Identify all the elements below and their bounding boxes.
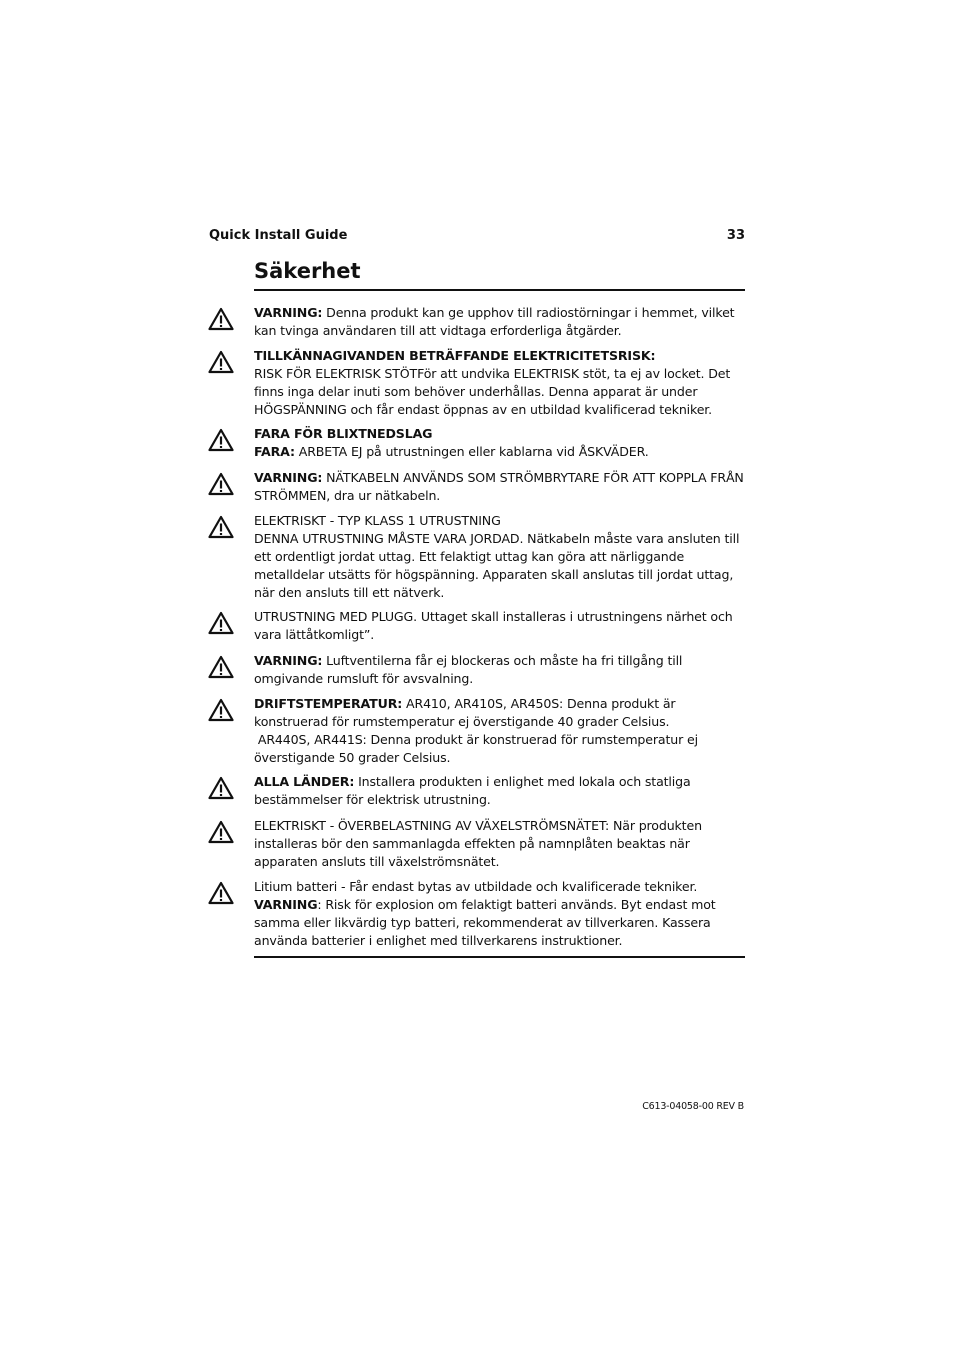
warning-triangle-icon — [208, 515, 234, 539]
warning-triangle-icon — [208, 655, 234, 679]
page-number: 33 — [726, 228, 745, 243]
warning-triangle-icon — [208, 350, 234, 374]
notice-body: AR410, AR410S, AR450S: Denna produkt är konstruerad för rumstemperatur ej överstigande 40 grader Celsius. — [254, 696, 676, 729]
warning-triangle-icon — [208, 307, 234, 331]
notice-body: RISK FÖR ELEKTRISK STÖTFör att undvika ELEKTRISK stöt, ta ej av locket. Det finns inga delar inuti som behöver underhållas. Denna apparat är under HÖGSPÄNNING och får endast öppnas av en utbildad kvalificerad tekniker. — [254, 366, 731, 417]
notice-label: VARNING: — [254, 470, 323, 485]
notice-body: UTRUSTNING MED PLUGG. Uttaget skall installeras i utrustningens närhet och vara lättåtkomligt”. — [254, 609, 733, 642]
warning-triangle-icon — [208, 881, 234, 905]
notice-heading-line: Litium batteri - Får endast bytas av utbildade och kvalificerade tekniker. — [254, 879, 698, 894]
running-header-title: Quick Install Guide — [209, 228, 348, 243]
notice-label: DRIFTSTEMPERATUR: — [254, 696, 403, 711]
section-title: Säkerhet — [254, 259, 361, 283]
notice-label: VARNING: — [254, 305, 323, 320]
notice-body: NÄTKABELN ANVÄNDS SOM STRÖMBRYTARE FÖR ATT KOPPLA FRÅN STRÖMMEN, dra ur nätkabeln. — [254, 470, 744, 503]
bottom-rule — [254, 956, 745, 958]
notice-label: ALLA LÄNDER: — [254, 774, 355, 789]
notice-body: Luftventilerna får ej blockeras och måste ha fri tillgång till omgivande rumsluft för avsvalning. — [254, 653, 683, 686]
warning-triangle-icon — [208, 698, 234, 722]
notice-label: FARA FÖR BLIXTNEDSLAG — [254, 426, 433, 441]
notice-body-2: AR440S, AR441S: Denna produkt är konstruerad för rumstemperatur ej överstigande 50 grader Celsius. — [254, 732, 702, 765]
warning-triangle-icon — [208, 776, 234, 800]
warning-triangle-icon — [208, 611, 234, 635]
notice-heading-line: ELEKTRISKT - TYP KLASS 1 UTRUSTNING — [254, 513, 501, 528]
notice-body: DENNA UTRUSTNING MÅSTE VARA JORDAD. Nätkabeln måste vara ansluten till ett ordentligt jordat uttag. Ett felaktigt uttag kan göra att närliggande metalldelar utsätts för högspänning. Apparaten skall anslutas till jordat uttag, när den ansluts till ett nätverk. — [254, 531, 740, 600]
notice-body: ELEKTRISKT - ÖVERBELASTNING AV VÄXELSTRÖMSNÄTET: När produkten installeras bör den sammanlagda effekten på namnplåten beaktas när apparaten ansluts till växelströmsnätet. — [254, 818, 702, 869]
notice-label: TILLKÄNNAGIVANDEN BETRÄFFANDE ELEKTRICITETSRISK: — [254, 348, 656, 363]
notice-body: : Risk för explosion om felaktigt batteri används. Byt endast mot samma eller likvärdig typ batteri, rekommenderat av tillverkaren. Kassera använda batterier i enlighet med tillverkarens instruktioner. — [254, 897, 716, 948]
document-code: C613-04058-00 REV B — [642, 1101, 744, 1112]
warning-triangle-icon — [208, 472, 234, 496]
notice-body: Installera produkten i enlighet med lokala och statliga bestämmelser för elektrisk utrustning. — [254, 774, 691, 807]
warning-triangle-icon — [208, 428, 234, 452]
warning-triangle-icon — [208, 820, 234, 844]
notice-sublabel: FARA: — [254, 444, 295, 459]
notice-sublabel: VARNING — [254, 897, 318, 912]
notice-body: ARBETA EJ på utrustningen eller kablarna vid ÅSKVÄDER. — [298, 444, 649, 459]
notice-label: VARNING: — [254, 653, 323, 668]
notice-body: Denna produkt kan ge upphov till radiostörningar i hemmet, vilket kan tvinga användaren till att vidtaga erforderliga åtgärder. — [254, 305, 735, 338]
